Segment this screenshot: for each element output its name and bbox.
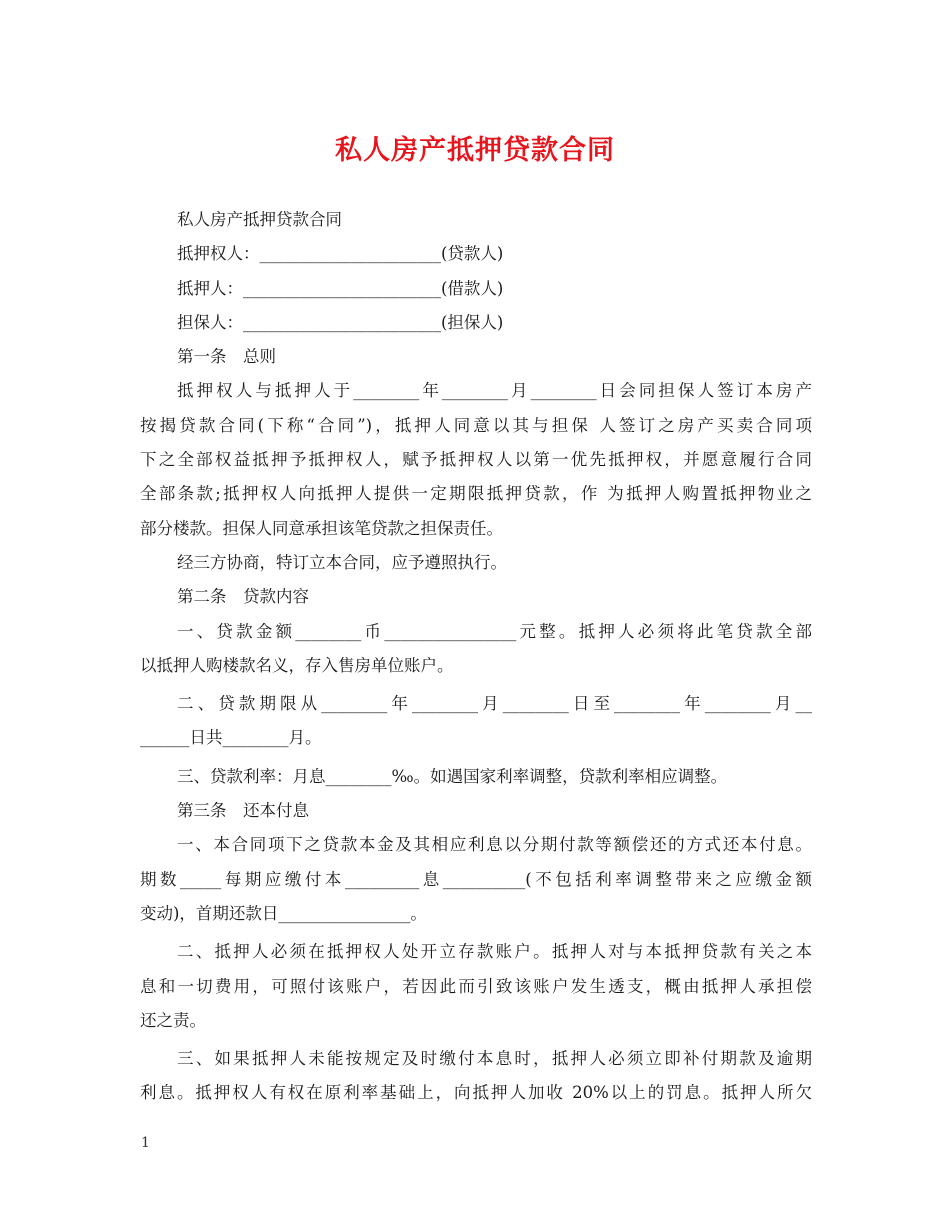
body-line: ______日共________月。 — [140, 728, 322, 748]
document-title: 私人房产抵押贷款合同 — [335, 135, 615, 166]
body-line: 按揭贷款合同(下称“合同”)，抵押人同意以其与担保 人签订之房产买卖合同项 — [140, 415, 812, 435]
body-line: 一、本合同项下之贷款本金及其相应利息以分期付款等额偿还的方式还本付息。 — [177, 835, 812, 855]
body-line: 息和一切费用，可照付该账户，若因此而引致该账户发生透支，概由抵押人承担偿 — [140, 976, 812, 996]
body-line: 期数_____每期应缴付本_________息__________(不包括利率调整带来之应缴金额 — [140, 869, 812, 889]
body-line: 还之责。 — [140, 1010, 206, 1030]
article-heading: 第一条 总则 — [177, 347, 276, 367]
body-line: 一、贷款金额________币________________元整。抵押人必须将此笔贷款全部 — [177, 621, 812, 641]
body-line: 二、贷款期限从________年________月________日至________年________月__ — [177, 694, 812, 714]
body-line: 利息。抵押权人有权在原利率基础上，向抵押人加收 20%以上的罚息。抵押人所欠 — [140, 1083, 812, 1103]
body-line: 下之全部权益抵押予抵押权人，赋予抵押权人以第一优先抵押权，并愿意履行合同 — [140, 450, 812, 470]
article-heading: 第二条 贷款内容 — [177, 587, 309, 607]
body-line: 以抵押人购楼款名义，存入售房单位账户。 — [140, 655, 454, 675]
mortgagee-line: 抵押权人：______________________(贷款人) — [177, 244, 504, 264]
body-line: 抵押权人与抵押人于________年________月________日会同担保人签订本房产 — [177, 381, 812, 401]
body-line: 三、如果抵押人未能按规定及时缴付本息时，抵押人必须立即补付期款及逾期 — [177, 1049, 812, 1069]
body-line: 三、贷款利率：月息________‰。如遇国家利率调整，贷款利率相应调整。 — [177, 766, 728, 786]
body-line: 经三方协商，特订立本合同，应予遵照执行。 — [177, 552, 507, 572]
body-line: 全部条款;抵押权人向抵押人提供一定期限抵押贷款，作 为抵押人购置抵押物业之 — [140, 484, 812, 504]
body-line: 部分楼款。担保人同意承担该笔贷款之担保责任。 — [140, 518, 503, 538]
subtitle-line: 私人房产抵押贷款合同 — [177, 210, 342, 229]
page-number: 1 — [141, 1135, 150, 1151]
article-heading: 第三条 还本付息 — [177, 801, 309, 821]
guarantor-line: 担保人：________________________(担保人) — [177, 312, 504, 332]
mortgagor-line: 抵押人：________________________(借款人) — [177, 278, 504, 298]
body-line: 变动)，首期还款日________________。 — [140, 903, 427, 923]
body-line: 二、抵押人必须在抵押权人处开立存款账户。抵押人对与本抵押贷款有关之本 — [177, 942, 812, 962]
contract-body — [140, 203, 812, 1111]
